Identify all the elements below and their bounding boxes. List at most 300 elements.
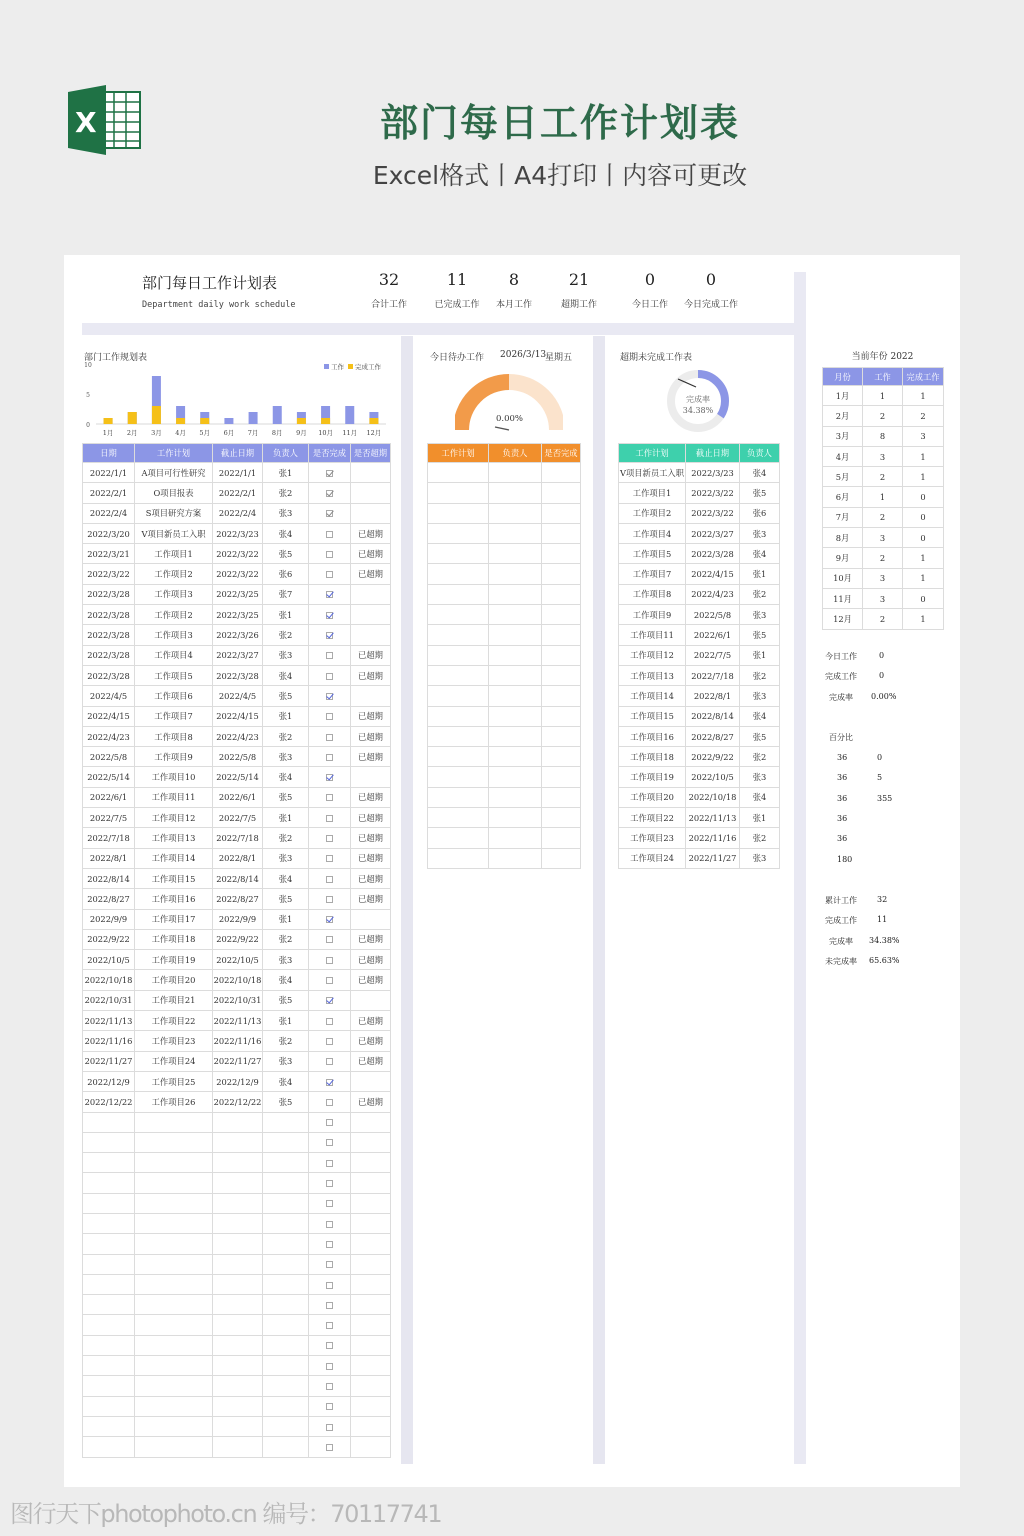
date-cell[interactable]: 2022/3/28: [83, 605, 135, 625]
plan-cell[interactable]: 工作项目22: [619, 808, 686, 828]
plan-cell[interactable]: V项目新员工入职: [135, 523, 213, 543]
overdue-cell[interactable]: 已超期: [351, 808, 391, 828]
completed-checkbox[interactable]: [326, 876, 333, 883]
plan-cell[interactable]: S项目研究方案: [135, 503, 213, 523]
owner-cell[interactable]: 张3: [740, 605, 780, 625]
plan-cell[interactable]: 工作项目4: [135, 645, 213, 665]
owner-cell[interactable]: 张3: [263, 848, 309, 868]
empty-cell[interactable]: [489, 544, 542, 564]
owner-cell[interactable]: 张4: [263, 665, 309, 685]
date-cell[interactable]: 2022/12/9: [83, 1071, 135, 1091]
completed-cell[interactable]: [309, 1051, 351, 1071]
empty-cell[interactable]: [135, 1295, 213, 1315]
deadline-cell[interactable]: 2022/10/18: [213, 970, 263, 990]
date-cell[interactable]: 2022/6/1: [83, 787, 135, 807]
date-cell[interactable]: 2022/3/28: [83, 665, 135, 685]
empty-cell[interactable]: [428, 828, 489, 848]
deadline-cell[interactable]: 2022/4/23: [686, 584, 740, 604]
date-cell[interactable]: 2022/11/13: [83, 1011, 135, 1031]
empty-cell[interactable]: [542, 463, 581, 483]
empty-cell[interactable]: [542, 544, 581, 564]
overdue-cell[interactable]: [351, 1071, 391, 1091]
owner-cell[interactable]: 张5: [263, 1092, 309, 1112]
completed-cell[interactable]: [309, 1416, 351, 1436]
owner-cell[interactable]: 张1: [740, 564, 780, 584]
date-cell[interactable]: 2022/11/27: [83, 1051, 135, 1071]
overdue-cell[interactable]: 已超期: [351, 564, 391, 584]
completed-cell[interactable]: [309, 1031, 351, 1051]
completed-checkbox[interactable]: [326, 1261, 333, 1268]
completed-cell[interactable]: [309, 1173, 351, 1193]
empty-cell[interactable]: [213, 1132, 263, 1152]
owner-cell[interactable]: 张5: [740, 483, 780, 503]
empty-cell[interactable]: [83, 1274, 135, 1294]
owner-cell[interactable]: 张5: [263, 889, 309, 909]
date-cell[interactable]: 2022/2/1: [83, 483, 135, 503]
owner-cell[interactable]: 张1: [263, 1011, 309, 1031]
owner-cell[interactable]: 张1: [740, 645, 780, 665]
owner-cell[interactable]: 张4: [263, 523, 309, 543]
empty-cell[interactable]: [489, 706, 542, 726]
empty-cell[interactable]: [263, 1437, 309, 1457]
empty-cell[interactable]: [135, 1437, 213, 1457]
empty-cell[interactable]: [489, 686, 542, 706]
plan-cell[interactable]: 工作项目7: [619, 564, 686, 584]
date-cell[interactable]: 2022/4/15: [83, 706, 135, 726]
empty-cell[interactable]: [213, 1416, 263, 1436]
completed-checkbox[interactable]: [326, 490, 333, 497]
empty-cell[interactable]: [213, 1153, 263, 1173]
overdue-cell[interactable]: [351, 625, 391, 645]
date-cell[interactable]: 2022/10/18: [83, 970, 135, 990]
deadline-cell[interactable]: 2022/4/15: [686, 564, 740, 584]
overdue-cell[interactable]: 已超期: [351, 929, 391, 949]
empty-cell[interactable]: [213, 1376, 263, 1396]
completed-cell[interactable]: [309, 767, 351, 787]
empty-cell[interactable]: [263, 1335, 309, 1355]
deadline-cell[interactable]: 2022/8/1: [213, 848, 263, 868]
date-cell[interactable]: 2022/8/14: [83, 868, 135, 888]
deadline-cell[interactable]: 2022/1/1: [213, 463, 263, 483]
overdue-cell[interactable]: [351, 767, 391, 787]
owner-cell[interactable]: 张1: [740, 808, 780, 828]
completed-checkbox[interactable]: [326, 896, 333, 903]
empty-cell[interactable]: [135, 1416, 213, 1436]
empty-cell[interactable]: [213, 1335, 263, 1355]
completed-cell[interactable]: [309, 950, 351, 970]
completed-checkbox[interactable]: [326, 693, 333, 700]
completed-cell[interactable]: [309, 1335, 351, 1355]
empty-cell[interactable]: [263, 1376, 309, 1396]
owner-cell[interactable]: 张7: [263, 584, 309, 604]
empty-cell[interactable]: [263, 1153, 309, 1173]
empty-cell[interactable]: [428, 584, 489, 604]
empty-cell[interactable]: [489, 463, 542, 483]
empty-cell[interactable]: [83, 1234, 135, 1254]
empty-cell[interactable]: [83, 1112, 135, 1132]
deadline-cell[interactable]: 2022/3/23: [686, 463, 740, 483]
plan-cell[interactable]: 工作项目16: [619, 726, 686, 746]
completed-cell[interactable]: [309, 1396, 351, 1416]
deadline-cell[interactable]: 2022/10/5: [213, 950, 263, 970]
empty-cell[interactable]: [213, 1437, 263, 1457]
overdue-cell[interactable]: 已超期: [351, 747, 391, 767]
deadline-cell[interactable]: 2022/2/1: [213, 483, 263, 503]
completed-cell[interactable]: [309, 726, 351, 746]
completed-cell[interactable]: [309, 1376, 351, 1396]
empty-cell[interactable]: [489, 848, 542, 868]
plan-cell[interactable]: 工作项目23: [619, 828, 686, 848]
deadline-cell[interactable]: 2022/9/22: [686, 747, 740, 767]
deadline-cell[interactable]: 2022/8/27: [213, 889, 263, 909]
empty-cell[interactable]: [489, 584, 542, 604]
completed-cell[interactable]: [309, 848, 351, 868]
completed-cell[interactable]: [309, 990, 351, 1010]
completed-checkbox[interactable]: [326, 531, 333, 538]
owner-cell[interactable]: 张2: [740, 665, 780, 685]
empty-cell[interactable]: [351, 1437, 391, 1457]
plan-cell[interactable]: 工作项目24: [135, 1051, 213, 1071]
completed-cell[interactable]: [309, 787, 351, 807]
completed-checkbox[interactable]: [326, 1302, 333, 1309]
empty-cell[interactable]: [489, 483, 542, 503]
empty-cell[interactable]: [428, 503, 489, 523]
plan-cell[interactable]: 工作项目15: [135, 868, 213, 888]
owner-cell[interactable]: 张1: [263, 605, 309, 625]
owner-cell[interactable]: 张3: [263, 747, 309, 767]
date-cell[interactable]: 2022/8/1: [83, 848, 135, 868]
empty-cell[interactable]: [213, 1173, 263, 1193]
deadline-cell[interactable]: 2022/3/26: [213, 625, 263, 645]
empty-cell[interactable]: [83, 1213, 135, 1233]
empty-cell[interactable]: [351, 1112, 391, 1132]
empty-cell[interactable]: [83, 1315, 135, 1335]
empty-cell[interactable]: [489, 828, 542, 848]
empty-cell[interactable]: [213, 1356, 263, 1376]
completed-cell[interactable]: [309, 929, 351, 949]
overdue-cell[interactable]: 已超期: [351, 544, 391, 564]
overdue-cell[interactable]: [351, 990, 391, 1010]
owner-cell[interactable]: 张1: [263, 706, 309, 726]
owner-cell[interactable]: 张6: [740, 503, 780, 523]
empty-cell[interactable]: [135, 1254, 213, 1274]
completed-checkbox[interactable]: [326, 794, 333, 801]
plan-cell[interactable]: 工作项目6: [135, 686, 213, 706]
date-cell[interactable]: 2022/7/18: [83, 828, 135, 848]
empty-cell[interactable]: [351, 1213, 391, 1233]
deadline-cell[interactable]: 2022/4/5: [213, 686, 263, 706]
empty-cell[interactable]: [542, 706, 581, 726]
plan-cell[interactable]: 工作项目2: [619, 503, 686, 523]
deadline-cell[interactable]: 2022/11/27: [686, 848, 740, 868]
plan-cell[interactable]: 工作项目10: [135, 767, 213, 787]
plan-cell[interactable]: 工作项目14: [619, 686, 686, 706]
completed-checkbox[interactable]: [326, 470, 333, 477]
empty-cell[interactable]: [135, 1153, 213, 1173]
completed-cell[interactable]: [309, 686, 351, 706]
empty-cell[interactable]: [542, 828, 581, 848]
empty-cell[interactable]: [542, 503, 581, 523]
empty-cell[interactable]: [489, 645, 542, 665]
plan-cell[interactable]: 工作项目8: [135, 726, 213, 746]
completed-cell[interactable]: [309, 808, 351, 828]
date-cell[interactable]: 2022/1/1: [83, 463, 135, 483]
deadline-cell[interactable]: 2022/8/1: [686, 686, 740, 706]
overdue-cell[interactable]: [351, 686, 391, 706]
completed-checkbox[interactable]: [326, 1282, 333, 1289]
owner-cell[interactable]: 张1: [263, 808, 309, 828]
owner-cell[interactable]: 张4: [263, 1071, 309, 1091]
completed-cell[interactable]: [309, 828, 351, 848]
completed-cell[interactable]: [309, 463, 351, 483]
overdue-cell[interactable]: 已超期: [351, 787, 391, 807]
overdue-cell[interactable]: [351, 605, 391, 625]
deadline-cell[interactable]: 2022/7/5: [686, 645, 740, 665]
date-cell[interactable]: 2022/5/14: [83, 767, 135, 787]
empty-cell[interactable]: [351, 1254, 391, 1274]
plan-cell[interactable]: 工作项目13: [619, 665, 686, 685]
deadline-cell[interactable]: 2022/5/8: [686, 605, 740, 625]
plan-cell[interactable]: 工作项目8: [619, 584, 686, 604]
empty-cell[interactable]: [351, 1315, 391, 1335]
deadline-cell[interactable]: 2022/3/25: [213, 584, 263, 604]
empty-cell[interactable]: [135, 1132, 213, 1152]
owner-cell[interactable]: 张4: [740, 544, 780, 564]
completed-cell[interactable]: [309, 1254, 351, 1274]
empty-cell[interactable]: [83, 1132, 135, 1152]
empty-cell[interactable]: [542, 665, 581, 685]
plan-cell[interactable]: 工作项目11: [135, 787, 213, 807]
empty-cell[interactable]: [428, 665, 489, 685]
plan-cell[interactable]: 工作项目5: [619, 544, 686, 564]
completed-checkbox[interactable]: [326, 673, 333, 680]
completed-checkbox[interactable]: [326, 1363, 333, 1370]
owner-cell[interactable]: 张3: [740, 686, 780, 706]
empty-cell[interactable]: [213, 1396, 263, 1416]
completed-cell[interactable]: [309, 544, 351, 564]
empty-cell[interactable]: [213, 1295, 263, 1315]
plan-cell[interactable]: 工作项目24: [619, 848, 686, 868]
empty-cell[interactable]: [213, 1254, 263, 1274]
deadline-cell[interactable]: 2022/4/23: [213, 726, 263, 746]
completed-checkbox[interactable]: [326, 1221, 333, 1228]
plan-cell[interactable]: 工作项目12: [619, 645, 686, 665]
completed-cell[interactable]: [309, 584, 351, 604]
completed-checkbox[interactable]: [326, 1424, 333, 1431]
empty-cell[interactable]: [542, 625, 581, 645]
empty-cell[interactable]: [135, 1376, 213, 1396]
completed-checkbox[interactable]: [326, 936, 333, 943]
owner-cell[interactable]: 张1: [263, 909, 309, 929]
completed-cell[interactable]: [309, 1112, 351, 1132]
owner-cell[interactable]: 张2: [740, 747, 780, 767]
empty-cell[interactable]: [213, 1234, 263, 1254]
plan-cell[interactable]: 工作项目9: [619, 605, 686, 625]
deadline-cell[interactable]: 2022/2/4: [213, 503, 263, 523]
empty-cell[interactable]: [263, 1254, 309, 1274]
deadline-cell[interactable]: 2022/12/22: [213, 1092, 263, 1112]
empty-cell[interactable]: [428, 767, 489, 787]
plan-cell[interactable]: 工作项目9: [135, 747, 213, 767]
date-cell[interactable]: 2022/3/20: [83, 523, 135, 543]
completed-checkbox[interactable]: [326, 1018, 333, 1025]
empty-cell[interactable]: [83, 1396, 135, 1416]
empty-cell[interactable]: [263, 1213, 309, 1233]
empty-cell[interactable]: [135, 1213, 213, 1233]
completed-cell[interactable]: [309, 503, 351, 523]
empty-cell[interactable]: [83, 1193, 135, 1213]
deadline-cell[interactable]: 2022/7/5: [213, 808, 263, 828]
date-cell[interactable]: 2022/3/22: [83, 564, 135, 584]
empty-cell[interactable]: [351, 1396, 391, 1416]
plan-cell[interactable]: 工作项目1: [135, 544, 213, 564]
empty-cell[interactable]: [542, 584, 581, 604]
overdue-cell[interactable]: 已超期: [351, 1011, 391, 1031]
empty-cell[interactable]: [489, 808, 542, 828]
empty-cell[interactable]: [428, 483, 489, 503]
completed-cell[interactable]: [309, 1315, 351, 1335]
overdue-cell[interactable]: [351, 483, 391, 503]
completed-checkbox[interactable]: [326, 551, 333, 558]
empty-cell[interactable]: [428, 564, 489, 584]
deadline-cell[interactable]: 2022/7/18: [213, 828, 263, 848]
completed-cell[interactable]: [309, 1153, 351, 1173]
deadline-cell[interactable]: 2022/11/16: [213, 1031, 263, 1051]
plan-cell[interactable]: 工作项目17: [135, 909, 213, 929]
overdue-cell[interactable]: 已超期: [351, 706, 391, 726]
date-cell[interactable]: 2022/3/28: [83, 625, 135, 645]
empty-cell[interactable]: [263, 1234, 309, 1254]
date-cell[interactable]: 2022/11/16: [83, 1031, 135, 1051]
owner-cell[interactable]: 张5: [263, 686, 309, 706]
owner-cell[interactable]: 张3: [263, 1051, 309, 1071]
completed-cell[interactable]: [309, 1092, 351, 1112]
deadline-cell[interactable]: 2022/3/22: [213, 564, 263, 584]
empty-cell[interactable]: [542, 523, 581, 543]
deadline-cell[interactable]: 2022/3/27: [686, 523, 740, 543]
empty-cell[interactable]: [542, 605, 581, 625]
empty-cell[interactable]: [135, 1315, 213, 1335]
deadline-cell[interactable]: 2022/11/27: [213, 1051, 263, 1071]
completed-checkbox[interactable]: [326, 1241, 333, 1248]
empty-cell[interactable]: [135, 1234, 213, 1254]
deadline-cell[interactable]: 2022/10/5: [686, 767, 740, 787]
empty-cell[interactable]: [428, 463, 489, 483]
empty-cell[interactable]: [489, 726, 542, 746]
deadline-cell[interactable]: 2022/11/16: [686, 828, 740, 848]
empty-cell[interactable]: [489, 605, 542, 625]
deadline-cell[interactable]: 2022/10/31: [213, 990, 263, 1010]
plan-cell[interactable]: 工作项目23: [135, 1031, 213, 1051]
empty-cell[interactable]: [542, 645, 581, 665]
overdue-cell[interactable]: 已超期: [351, 523, 391, 543]
date-cell[interactable]: 2022/3/21: [83, 544, 135, 564]
plan-cell[interactable]: 工作项目15: [619, 706, 686, 726]
owner-cell[interactable]: 张2: [263, 726, 309, 746]
empty-cell[interactable]: [489, 523, 542, 543]
overdue-cell[interactable]: 已超期: [351, 1031, 391, 1051]
plan-cell[interactable]: 工作项目2: [135, 564, 213, 584]
completed-cell[interactable]: [309, 1437, 351, 1457]
completed-cell[interactable]: [309, 564, 351, 584]
empty-cell[interactable]: [83, 1437, 135, 1457]
empty-cell[interactable]: [135, 1112, 213, 1132]
empty-cell[interactable]: [489, 564, 542, 584]
overdue-cell[interactable]: [351, 909, 391, 929]
completed-cell[interactable]: [309, 1234, 351, 1254]
empty-cell[interactable]: [428, 787, 489, 807]
completed-checkbox[interactable]: [326, 1342, 333, 1349]
owner-cell[interactable]: 张4: [263, 767, 309, 787]
overdue-cell[interactable]: 已超期: [351, 665, 391, 685]
completed-checkbox[interactable]: [326, 997, 333, 1004]
owner-cell[interactable]: 张3: [740, 767, 780, 787]
owner-cell[interactable]: 张3: [740, 848, 780, 868]
empty-cell[interactable]: [428, 726, 489, 746]
empty-cell[interactable]: [542, 483, 581, 503]
date-cell[interactable]: 2022/5/8: [83, 747, 135, 767]
owner-cell[interactable]: 张5: [740, 726, 780, 746]
completed-checkbox[interactable]: [326, 1200, 333, 1207]
owner-cell[interactable]: 张4: [740, 463, 780, 483]
empty-cell[interactable]: [542, 848, 581, 868]
empty-cell[interactable]: [135, 1396, 213, 1416]
plan-cell[interactable]: O项目报表: [135, 483, 213, 503]
completed-cell[interactable]: [309, 747, 351, 767]
completed-checkbox[interactable]: [326, 916, 333, 923]
plan-cell[interactable]: 工作项目26: [135, 1092, 213, 1112]
owner-cell[interactable]: 张2: [263, 625, 309, 645]
empty-cell[interactable]: [428, 544, 489, 564]
plan-cell[interactable]: 工作项目11: [619, 625, 686, 645]
completed-checkbox[interactable]: [326, 632, 333, 639]
empty-cell[interactable]: [213, 1193, 263, 1213]
empty-cell[interactable]: [83, 1254, 135, 1274]
completed-checkbox[interactable]: [326, 1383, 333, 1390]
completed-cell[interactable]: [309, 483, 351, 503]
date-cell[interactable]: 2022/9/9: [83, 909, 135, 929]
completed-cell[interactable]: [309, 523, 351, 543]
empty-cell[interactable]: [263, 1315, 309, 1335]
completed-cell[interactable]: [309, 645, 351, 665]
empty-cell[interactable]: [428, 706, 489, 726]
plan-cell[interactable]: 工作项目18: [135, 929, 213, 949]
plan-cell[interactable]: 工作项目20: [619, 787, 686, 807]
completed-checkbox[interactable]: [326, 1099, 333, 1106]
empty-cell[interactable]: [351, 1416, 391, 1436]
empty-cell[interactable]: [542, 808, 581, 828]
owner-cell[interactable]: 张2: [263, 1031, 309, 1051]
plan-cell[interactable]: 工作项目3: [135, 584, 213, 604]
completed-checkbox[interactable]: [326, 1180, 333, 1187]
plan-cell[interactable]: 工作项目12: [135, 808, 213, 828]
empty-cell[interactable]: [83, 1356, 135, 1376]
empty-cell[interactable]: [135, 1274, 213, 1294]
completed-checkbox[interactable]: [326, 713, 333, 720]
completed-checkbox[interactable]: [326, 957, 333, 964]
empty-cell[interactable]: [351, 1376, 391, 1396]
empty-cell[interactable]: [83, 1416, 135, 1436]
overdue-cell[interactable]: 已超期: [351, 1051, 391, 1071]
empty-cell[interactable]: [135, 1173, 213, 1193]
empty-cell[interactable]: [263, 1295, 309, 1315]
empty-cell[interactable]: [542, 747, 581, 767]
empty-cell[interactable]: [263, 1274, 309, 1294]
deadline-cell[interactable]: 2022/12/9: [213, 1071, 263, 1091]
completed-checkbox[interactable]: [326, 510, 333, 517]
completed-checkbox[interactable]: [326, 1139, 333, 1146]
overdue-cell[interactable]: 已超期: [351, 889, 391, 909]
